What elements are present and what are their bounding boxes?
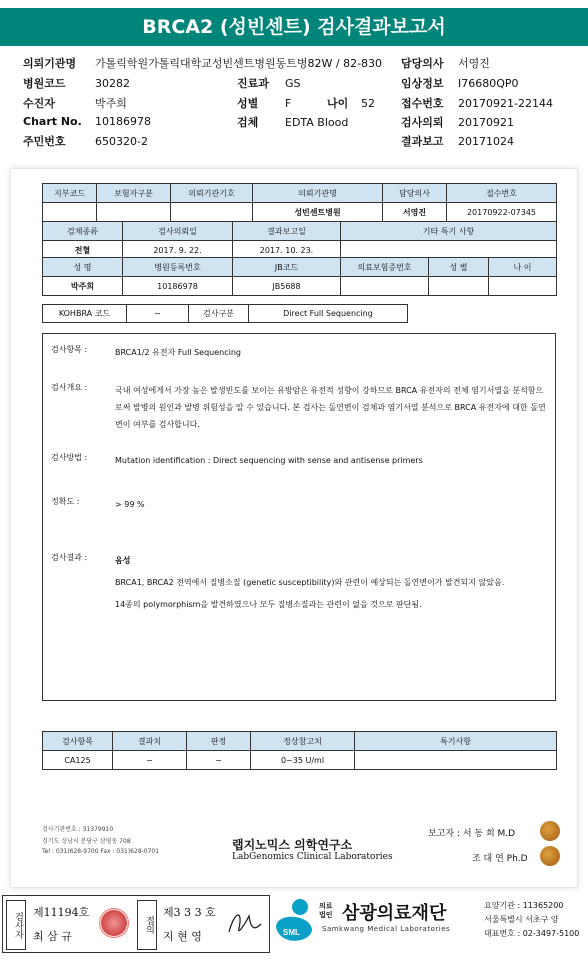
sml-logo-icon: [272, 897, 316, 947]
ward-value: 동트병82W / 82-830: [275, 57, 383, 70]
form-header-cell: 보험자구분: [97, 184, 171, 203]
inspector-license: 제11194호: [33, 906, 90, 919]
form-header-cell: 성 명: [43, 258, 123, 277]
hospital-code-label: 병원코드: [23, 77, 66, 90]
resident-no-value: 650320-2: [95, 135, 148, 148]
lab-result-cell: [355, 751, 557, 770]
lab-name-english: LabGenomics Clinical Laboratories: [232, 852, 393, 862]
form-value-cell: 서영진: [383, 203, 447, 222]
form-header-cell: 검체종류: [43, 222, 123, 241]
form-value-cell: [171, 203, 253, 222]
lab-result-row: [43, 751, 557, 770]
form-header-cell: 검사의뢰일: [123, 222, 233, 241]
clinical-info-value: I76680QP0: [458, 77, 519, 90]
request-date-label: 검사의뢰: [401, 116, 444, 129]
form-header-cell: 의뢰기관명: [253, 184, 383, 203]
form-table-1: [42, 183, 557, 222]
form-value-cell: 10186978: [123, 277, 233, 296]
footer-phone: Tel : 031)628-9700 Fax : 031)628-0701: [42, 848, 160, 855]
form-value-cell: [341, 277, 429, 296]
lab-result-header: 검사항목: [43, 732, 113, 751]
lab-result-cell: CA125: [43, 751, 113, 770]
header-receipt-no: [401, 95, 553, 111]
reporter-seal-icon: [540, 846, 560, 866]
method-label: 검사방법 :: [51, 453, 88, 462]
agency-value: 가톨릭학원가톨릭대학교성빈센트병원: [95, 57, 276, 70]
lab-name-korean: 랩지노믹스 의학연구소: [232, 838, 353, 852]
accuracy-value: > 99 %: [115, 500, 145, 509]
lab-result-header-row: [43, 732, 557, 751]
reporter-1: 보고자 : 서 동 희 M.D: [428, 829, 516, 839]
signature-icon: [225, 906, 263, 940]
reporter-2: 조 대 연 Ph.D: [472, 854, 528, 864]
test-item-label: 검사항목 :: [51, 345, 88, 354]
form-header-cell: 결과보고일: [233, 222, 341, 241]
confirmer-license: 제3 3 3 호: [163, 906, 216, 919]
form-header-cell: 기타 특기 사항: [341, 222, 557, 241]
doctor-label: 담당의사: [401, 57, 444, 70]
contact-line-2: 서울특별시 서초구 양: [484, 915, 559, 924]
header-patient: [23, 95, 127, 111]
form-header-cell: 지부코드: [43, 184, 97, 203]
contact-line-3: 대표번호 : 02-3497-5100: [484, 929, 580, 938]
header-agency: [23, 55, 382, 71]
form-row-2-headers: [43, 222, 557, 241]
header-sex-age: [237, 95, 375, 111]
patient-label: 수진자: [23, 97, 55, 110]
form-table-2: [42, 221, 557, 260]
form-row-1-values: [43, 203, 557, 222]
form-row-3-headers: [43, 258, 557, 277]
inspector-label: 검사자: [6, 900, 26, 950]
result-line-2: 14종의 polymorphism을 발견하였으나 모두 질병소질과는 관련이 없을 것으로 판단됨.: [115, 600, 422, 609]
chart-no-label: Chart No.: [23, 115, 82, 128]
doctor-value: 서영진: [458, 57, 490, 70]
form-row-3-values: [43, 277, 557, 296]
header-hospital-code: [23, 75, 130, 91]
header-clinical-info: [401, 75, 519, 91]
form-header-cell: 의료보험증번호: [341, 258, 429, 277]
form-value-cell: [489, 277, 557, 296]
patient-value: 박주희: [95, 97, 127, 110]
signature-strip: [0, 895, 588, 955]
specimen-label: 검체: [237, 116, 259, 129]
header-request-date: [401, 114, 514, 130]
sml-logo-text: SML: [283, 928, 300, 937]
inspector-seal-icon: [99, 908, 129, 938]
receipt-no-label: 접수번호: [401, 97, 444, 110]
org-name: 삼광의료재단: [342, 903, 447, 924]
result-detail-box: [42, 333, 556, 701]
form-value-cell: 20170922-07345: [447, 203, 557, 222]
lab-result-header: 결과치: [113, 732, 187, 751]
specimen-value: EDTA Blood: [285, 116, 349, 129]
kohbra-label: KOHBRA 코드: [43, 305, 127, 322]
result-label: 검사결과 :: [51, 553, 88, 562]
dept-value: GS: [285, 77, 301, 90]
overview-label: 검사개요 :: [51, 383, 88, 392]
receipt-no-value: 20170921-22144: [458, 97, 553, 110]
header-report-date: [401, 133, 514, 149]
lab-result-table: [42, 731, 557, 770]
chart-no-value: 10186978: [95, 115, 151, 128]
test-type-value: Direct Full Sequencing: [283, 309, 373, 318]
lab-result-cell: −: [187, 751, 251, 770]
form-row-1-headers: [43, 184, 557, 203]
org-name-english: Samkwang Medical Laboratories: [322, 925, 451, 933]
age-value: 52: [361, 97, 375, 110]
footer-lab-number: 검사기관번호 : 31379910: [42, 826, 114, 833]
form-value-cell: 2017. 9. 22.: [123, 241, 233, 260]
form-table-3: [42, 257, 557, 296]
header-doctor: [401, 55, 490, 71]
clinical-info-label: 임상정보: [401, 77, 444, 90]
contact-line-1: 요양기관 : 11365200: [484, 901, 564, 910]
form-value-cell: JB5688: [233, 277, 341, 296]
agency-label: 의뢰기관명: [23, 57, 77, 70]
form-value-cell: 박주희: [43, 277, 123, 296]
overview-value: 국내 여성에게서 가장 높은 발생빈도를 보이는 유방암은 유전적 성향이 강하므로 BRCA 유전자의 전체 염기서열을 분석함으로써 발병의 원인과 발병 위험성을 알 수 있습니다. 본 검사는 돌연변이 검체과 염기서열 분석으로 BRCA 유전자에 대한 돌연변이 여부를 검사합니다.: [115, 386, 546, 429]
form-header-cell: 접수번호: [447, 184, 557, 203]
lab-result-header: 판정: [187, 732, 251, 751]
kohbra-value: −: [127, 305, 189, 322]
sex-label: 성별: [237, 97, 259, 110]
form-value-cell: 전혈: [43, 241, 123, 260]
form-value-cell: [429, 277, 489, 296]
org-contact: [484, 899, 579, 941]
lab-result-cell: −: [113, 751, 187, 770]
report-title: BRCA2 (성빈센트) 검사결과보고서: [0, 8, 588, 46]
accuracy-label: 정확도 :: [51, 497, 80, 506]
form-value-cell: 성빈센트병원: [253, 203, 383, 222]
header-dept: [237, 75, 301, 91]
sex-value: F: [285, 97, 292, 110]
test-item-value: BRCA1/2 유전자 Full Sequencing: [115, 348, 241, 357]
form-header-cell: JB코드: [233, 258, 341, 277]
form-value-cell: [97, 203, 171, 222]
form-header-cell: 병원등록번호: [123, 258, 233, 277]
form-value-cell: [43, 203, 97, 222]
dept-label: 진료과: [237, 77, 269, 90]
form-header-cell: 담당의사: [383, 184, 447, 203]
result-heading: 음성: [115, 556, 131, 565]
footer-address: 경기도 성남시 분당구 삼평동 708: [42, 838, 131, 845]
result-line-1: BRCA1, BRCA2 전역에서 질병소질 (genetic susceptibility)와 관련이 예상되는 돌연변이가 발견되지 않았음.: [115, 578, 505, 587]
header-specimen: [237, 114, 348, 130]
form-header-cell: 나 이: [489, 258, 557, 277]
inspector-name: 최 삼 규: [33, 930, 72, 943]
report-date-label: 결과보고: [401, 135, 444, 148]
lab-result-header: 특기사항: [355, 732, 557, 751]
method-value: Mutation identification : Direct sequencing with sense and antisense primers: [115, 456, 423, 465]
header-resident-no: [23, 133, 148, 149]
header-chart-no: [23, 115, 151, 128]
confirmer-label: 접의: [137, 900, 157, 950]
hospital-code-value: 30282: [95, 77, 130, 90]
reporter-seal-icon: [540, 821, 560, 841]
age-label: 나이: [327, 97, 349, 110]
kohbra-box: [42, 304, 408, 323]
report-date-value: 20171024: [458, 135, 514, 148]
org-corp-label: 의료법인: [319, 902, 333, 919]
test-type-label: 검사구분: [189, 305, 249, 322]
form-header-cell: 성 별: [429, 258, 489, 277]
resident-no-label: 주민번호: [23, 135, 66, 148]
form-header-cell: 의뢰기관기호: [171, 184, 253, 203]
confirmer-name: 지 현 영: [163, 930, 202, 943]
lab-result-header: 정상참고치: [251, 732, 355, 751]
signature-box: [2, 895, 270, 953]
lab-result-cell: 0~35 U/ml: [251, 751, 355, 770]
form-value-cell: 2017. 10. 23.: [233, 241, 341, 260]
request-date-value: 20170921: [458, 116, 514, 129]
